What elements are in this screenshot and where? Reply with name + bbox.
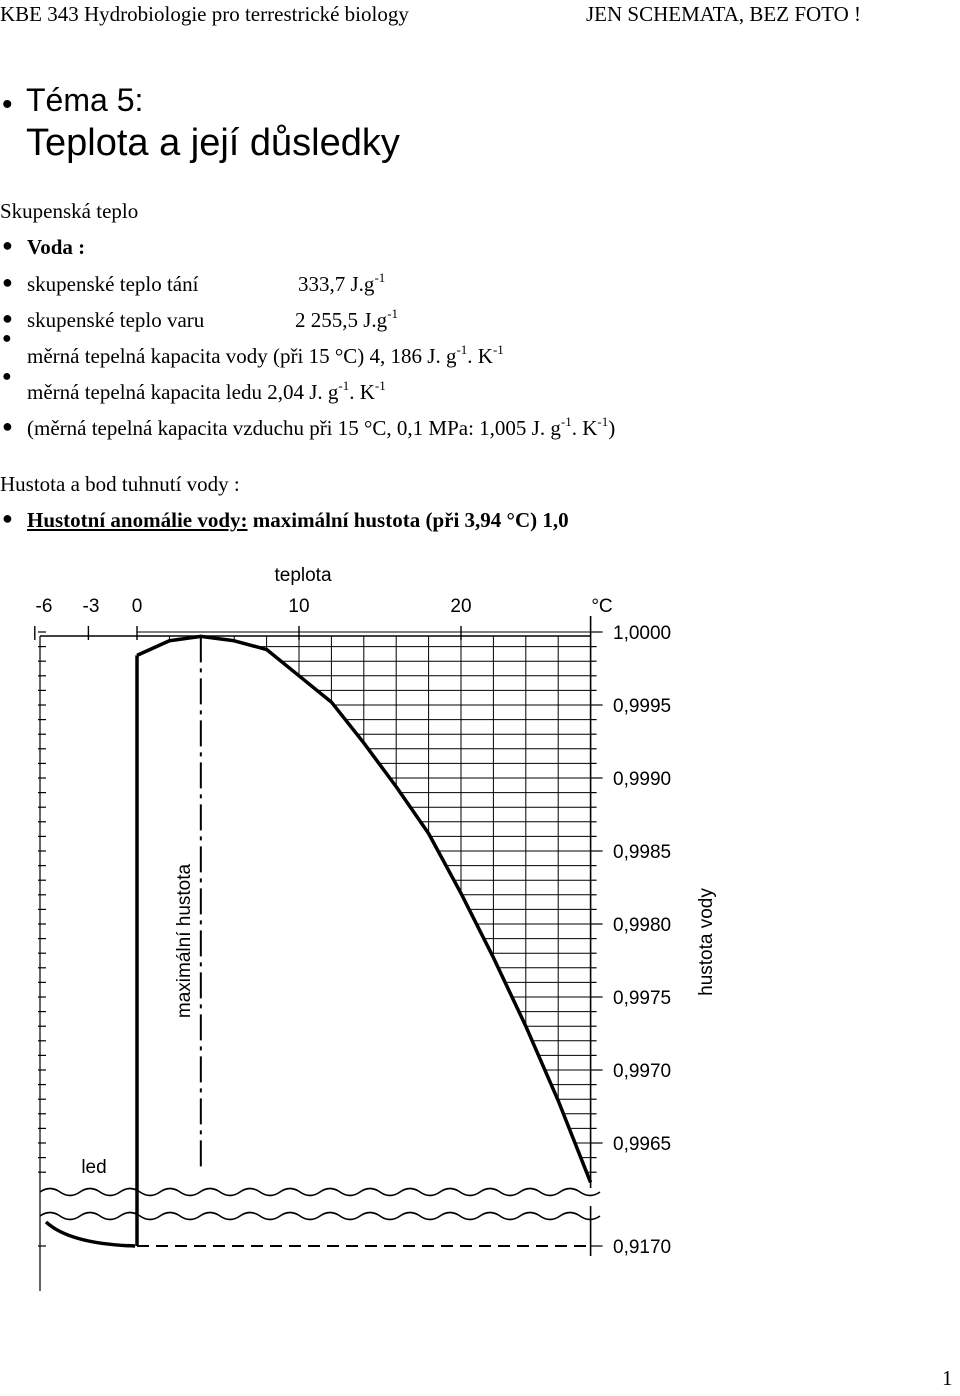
bullet: ● (2, 368, 12, 385)
x-tick-label: °C (591, 596, 613, 617)
bullet: ● (2, 308, 13, 328)
break-line-lower (40, 1213, 600, 1220)
bullet: ● (2, 416, 13, 436)
ice-capacity-text: měrná tepelná kapacita ledu 2,04 J. $g^{-1}$. $K^{-1}$ (27, 378, 386, 404)
y-tick-label: 0,9990 (613, 769, 672, 790)
bullet: ● (2, 330, 12, 347)
topic-title: Teplota a její důsledky (26, 122, 400, 164)
ice-density-curve (46, 1222, 135, 1246)
y-tick-label: 0,9980 (613, 915, 672, 936)
break-line-upper (40, 1189, 600, 1196)
density-title: Hustota a bod tuhnutí vody : (0, 472, 240, 496)
boiling-heat-value: 2 255,5 $J.g^{-1}$ (295, 306, 399, 332)
y-tick-label: 0,9985 (613, 842, 672, 863)
y-tick-label: 0,9995 (613, 696, 672, 717)
anomaly-label: Hustotní anomálie vody: (27, 508, 248, 532)
x-tick-label: -6 (35, 596, 53, 617)
x-tick-label: 20 (450, 596, 472, 617)
melting-heat-value: 333,7 $J.g^{-1}$ (298, 270, 386, 296)
bullet: ● (2, 235, 13, 255)
water-capacity-text: měrná tepelná kapacita vody (při 15 °C) 4, 186 J. $g^{-1}$. $K^{-1}$ (27, 342, 504, 368)
chart-series (46, 636, 591, 1246)
latent-heat-title: Skupenská teplo (0, 199, 139, 223)
y-tick-label: 0,9975 (613, 988, 672, 1009)
course-header: KBE 343 Hydrobiologie pro terrestrické biology (0, 2, 409, 26)
header-note: JEN SCHEMATA, BEZ FOTO ! (586, 2, 862, 26)
topic-label: Téma 5: (26, 82, 144, 118)
chart-grid (38, 632, 603, 1246)
y-axis-title: hustota vody (696, 888, 717, 996)
x-axis-title: teplota (274, 565, 332, 586)
voda-label: Voda : (27, 235, 86, 259)
y-tick-label: 1,0000 (613, 623, 672, 644)
x-tick-label: 0 (131, 596, 143, 617)
y-tick-label: 0,9170 (613, 1237, 672, 1258)
density-anomaly-text: Hustotní anomálie vody: maximální hustota (při 3,94 °C) 1,0 (27, 508, 569, 532)
y-tick-label: 0,9965 (613, 1134, 672, 1155)
bullet: ● (2, 508, 13, 528)
ice-annotation: led (81, 1157, 107, 1178)
x-tick-label: -3 (82, 596, 100, 617)
topic-bullet: • (2, 88, 13, 121)
max-density-annotation: maximální hustota (174, 863, 195, 1019)
density-chart (0, 556, 960, 1316)
melting-heat-label: skupenské teplo tání (27, 272, 199, 296)
y-tick-label: 0,9970 (613, 1061, 672, 1082)
bullet: ● (2, 272, 13, 292)
x-tick-label: 10 (288, 596, 310, 617)
page-number: 1 (942, 1366, 953, 1390)
boiling-heat-label: skupenské teplo varu (27, 308, 205, 332)
air-capacity-text: (měrná tepelná kapacita vzduchu při 15 °C, 0,1 MPa: 1,005 J. $g^{-1}$. $K^{-1}$) (27, 414, 616, 440)
